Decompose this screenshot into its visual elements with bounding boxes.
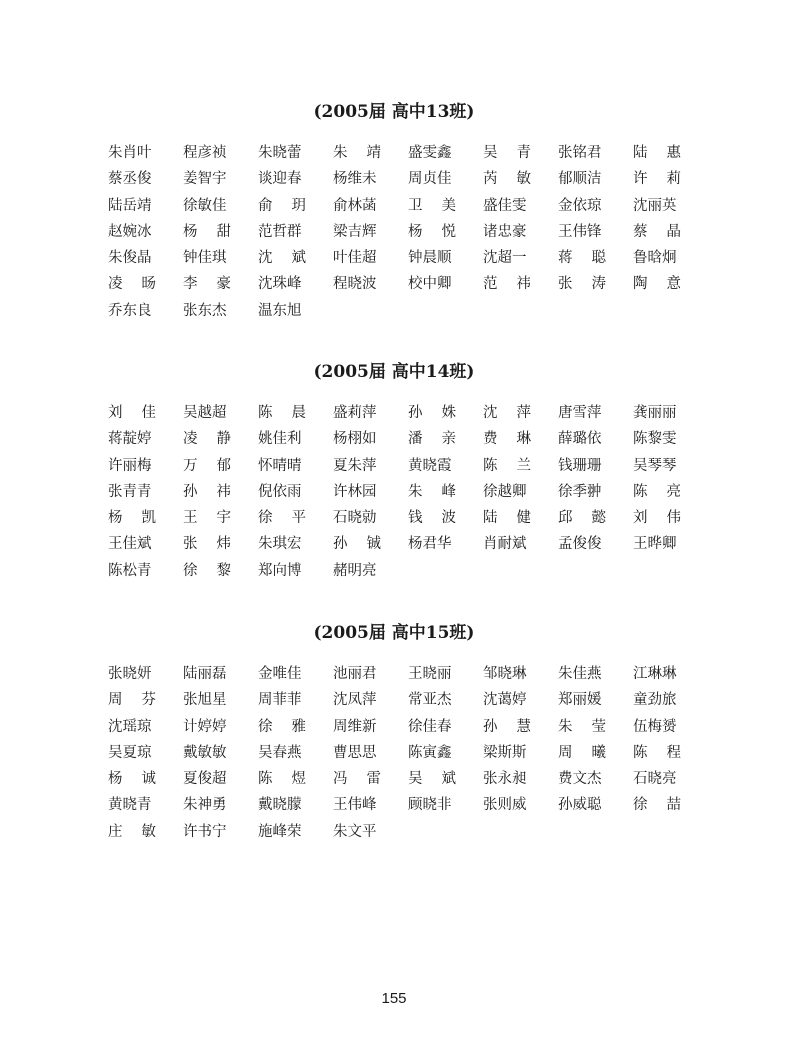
- student-name: 朱神勇: [183, 797, 227, 814]
- student-name: 邱 懿: [558, 510, 606, 527]
- student-name: 钟晨顺: [408, 250, 452, 267]
- student-name: 龚丽丽: [633, 405, 677, 421]
- student-name: 鲁晗炯: [633, 250, 677, 267]
- student-name: 潘 亲: [408, 431, 456, 448]
- student-name: 芮 敏: [483, 171, 531, 188]
- student-name: 沈瑶琼: [108, 718, 152, 735]
- student-name: 赵婉冰: [108, 223, 152, 240]
- student-name: 石晓勍: [333, 510, 377, 527]
- student-name: 俞 玥: [258, 197, 306, 214]
- student-name: 许书宁: [183, 823, 227, 840]
- student-name: 施峰荣: [258, 823, 302, 840]
- student-name: 卫 美: [408, 197, 456, 214]
- student-name: 沈珠峰: [258, 276, 302, 293]
- student-name: 曹思思: [333, 744, 377, 761]
- student-name: 伍梅赟: [633, 718, 677, 735]
- student-name: 陈松青: [108, 562, 152, 579]
- student-name: 梁斯斯: [483, 744, 527, 761]
- student-name: 周 芬: [108, 692, 156, 709]
- student-name: 薛璐依: [558, 431, 602, 448]
- student-name: 沈 斌: [258, 250, 306, 267]
- student-name: 温东旭: [258, 302, 302, 319]
- student-name: 沈 萍: [483, 405, 531, 421]
- student-name: 许丽梅: [108, 457, 152, 474]
- student-name: 徐佳春: [408, 718, 452, 735]
- student-name: 孙 姝: [408, 405, 456, 421]
- student-name: 朱肖叶: [108, 145, 152, 161]
- student-name: 蔡 晶: [633, 223, 681, 240]
- student-name: 朱 峰: [408, 483, 456, 500]
- student-name: 王伟峰: [333, 797, 377, 814]
- student-name: 张晓妍: [108, 666, 152, 682]
- student-name: 程彦祯: [183, 145, 227, 161]
- student-name: 孙 祎: [183, 483, 231, 500]
- student-name: 朱文平: [333, 823, 377, 840]
- names-grid: [108, 400, 708, 584]
- student-name: 蔡丞俊: [108, 171, 152, 188]
- student-name: 沈超一: [483, 250, 527, 267]
- student-name: 顾晓非: [408, 797, 452, 814]
- student-name: 童劲旅: [633, 692, 677, 709]
- student-name: 周 曦: [558, 744, 606, 761]
- student-name: 陈寅鑫: [408, 744, 452, 761]
- student-name: 常亚杰: [408, 692, 452, 709]
- student-name: 朱 靖: [333, 145, 381, 161]
- student-name: 刘 佳: [108, 405, 156, 421]
- student-name: 许林园: [333, 483, 377, 500]
- student-name: 陈 兰: [483, 457, 531, 474]
- student-name: 石晓亮: [633, 771, 677, 788]
- student-name: 盛雯鑫: [408, 145, 452, 161]
- student-name: 朱晓蕾: [258, 145, 302, 161]
- student-name: 黄晓霞: [408, 457, 452, 474]
- student-name: 孙 慧: [483, 718, 531, 735]
- student-name: 郑向博: [258, 562, 302, 579]
- student-name: 徐 雅: [258, 718, 306, 735]
- student-name: 孙威聪: [558, 797, 602, 814]
- student-name: 乔东良: [108, 302, 152, 319]
- student-name: 陆 惠: [633, 145, 681, 161]
- section-title: (2005届 高中14班): [313, 362, 475, 382]
- student-name: 徐 平: [258, 510, 306, 527]
- student-name: 夏朱萍: [333, 457, 377, 474]
- student-name: 万 郁: [183, 457, 231, 474]
- student-name: 沈凤萍: [333, 692, 377, 709]
- student-name: 盛佳雯: [483, 197, 527, 214]
- student-name: 陆 健: [483, 510, 531, 527]
- student-name: 许 莉: [633, 171, 681, 188]
- student-name: 徐 喆: [633, 797, 681, 814]
- student-name: 费 琳: [483, 431, 531, 448]
- student-name: 梁吉辉: [333, 223, 377, 240]
- student-name: 陶 意: [633, 276, 681, 293]
- student-name: 叶佳超: [333, 250, 377, 267]
- student-name: 范哲群: [258, 223, 302, 240]
- student-name: 金依琼: [558, 197, 602, 214]
- student-name: 徐敏佳: [183, 197, 227, 214]
- student-name: 姜智宇: [183, 171, 227, 188]
- student-name: 庄 敏: [108, 823, 156, 840]
- student-name: 陈 煜: [258, 771, 306, 788]
- student-name: 池丽君: [333, 666, 377, 682]
- student-name: 陈 晨: [258, 405, 306, 421]
- student-name: 孟俊俊: [558, 536, 602, 553]
- student-name: 杨 悦: [408, 223, 456, 240]
- student-name: 张永昶: [483, 771, 527, 788]
- section-title: (2005届 高中13班): [313, 102, 475, 122]
- student-name: 范 祎: [483, 276, 531, 293]
- student-name: 程晓波: [333, 276, 377, 293]
- student-name: 校中卿: [408, 276, 452, 293]
- student-name: 张东杰: [183, 302, 227, 319]
- student-name: 陈 亮: [633, 483, 681, 500]
- student-name: 杨 诚: [108, 771, 156, 788]
- student-name: 江琳琳: [633, 666, 677, 682]
- student-name: 孙 铖: [333, 536, 381, 553]
- page-number: 155: [381, 990, 407, 1007]
- student-name: 王晔卿: [633, 536, 677, 553]
- student-name: 凌 静: [183, 431, 231, 448]
- student-name: 吴 斌: [408, 771, 456, 788]
- student-name: 王佳斌: [108, 536, 152, 553]
- student-name: 杨君华: [408, 536, 452, 553]
- student-name: 肖耐斌: [483, 536, 527, 553]
- student-name: 王晓丽: [408, 666, 452, 682]
- student-name: 钱珊珊: [558, 457, 602, 474]
- student-name: 朱 莹: [558, 718, 606, 735]
- section-title: (2005届 高中15班): [313, 623, 475, 643]
- student-name: 夏俊超: [183, 771, 227, 788]
- student-name: 吴夏琼: [108, 744, 152, 761]
- student-name: 杨 凯: [108, 510, 156, 527]
- student-name: 吴 青: [483, 145, 531, 161]
- student-name: 钟佳琪: [183, 250, 227, 267]
- student-name: 陆丽磊: [183, 666, 227, 682]
- student-name: 吴越超: [183, 405, 227, 421]
- student-name: 朱琪宏: [258, 536, 302, 553]
- student-name: 俞林菡: [333, 197, 377, 214]
- student-name: 谈迎春: [258, 171, 302, 188]
- student-name: 周维新: [333, 718, 377, 735]
- student-name: 徐季翀: [558, 483, 602, 500]
- student-name: 朱俊晶: [108, 250, 152, 267]
- student-name: 王 宇: [183, 510, 231, 527]
- student-name: 怀晴晴: [258, 457, 302, 474]
- names-grid: [108, 661, 708, 845]
- student-name: 吴春燕: [258, 744, 302, 761]
- student-name: 吴琴琴: [633, 457, 677, 474]
- names-grid: [108, 140, 708, 324]
- student-name: 张 涛: [558, 276, 606, 293]
- student-name: 沈蔼婷: [483, 692, 527, 709]
- student-name: 戴晓朦: [258, 797, 302, 814]
- student-name: 倪依雨: [258, 483, 302, 500]
- student-name: 费文杰: [558, 771, 602, 788]
- student-name: 诸忠豪: [483, 223, 527, 240]
- student-name: 王伟锋: [558, 223, 602, 240]
- student-name: 杨栩如: [333, 431, 377, 448]
- student-name: 凌 旸: [108, 276, 156, 293]
- student-name: 张铭君: [558, 145, 602, 161]
- student-name: 张则威: [483, 797, 527, 814]
- student-name: 计婷婷: [183, 718, 227, 735]
- student-name: 陈黎雯: [633, 431, 677, 448]
- student-name: 钱 波: [408, 510, 456, 527]
- student-name: 刘 伟: [633, 510, 681, 527]
- student-name: 李 豪: [183, 276, 231, 293]
- student-name: 郁顺洁: [558, 171, 602, 188]
- student-name: 唐雪萍: [558, 405, 602, 421]
- student-name: 盛莉萍: [333, 405, 377, 421]
- student-name: 周菲菲: [258, 692, 302, 709]
- student-name: 黄晓青: [108, 797, 152, 814]
- student-name: 姚佳利: [258, 431, 302, 448]
- student-name: 朱佳燕: [558, 666, 602, 682]
- student-name: 杨维未: [333, 171, 377, 188]
- student-name: 张旭星: [183, 692, 227, 709]
- student-name: 张青青: [108, 483, 152, 500]
- student-name: 蒋靛婷: [108, 431, 152, 448]
- student-name: 冯 雷: [333, 771, 381, 788]
- student-name: 陈 程: [633, 744, 681, 761]
- student-name: 张 炜: [183, 536, 231, 553]
- student-name: 蒋 聪: [558, 250, 606, 267]
- student-name: 徐越卿: [483, 483, 527, 500]
- student-name: 陆岳靖: [108, 197, 152, 214]
- student-name: 沈丽英: [633, 197, 677, 214]
- student-name: 戴敏敏: [183, 744, 227, 761]
- student-name: 徐 黎: [183, 562, 231, 579]
- student-name: 杨 甜: [183, 223, 231, 240]
- student-name: 周贞佳: [408, 171, 452, 188]
- student-name: 金唯佳: [258, 666, 302, 682]
- student-name: 邹晓琳: [483, 666, 527, 682]
- student-name: 赭明亮: [333, 562, 377, 579]
- student-name: 郑丽媛: [558, 692, 602, 709]
